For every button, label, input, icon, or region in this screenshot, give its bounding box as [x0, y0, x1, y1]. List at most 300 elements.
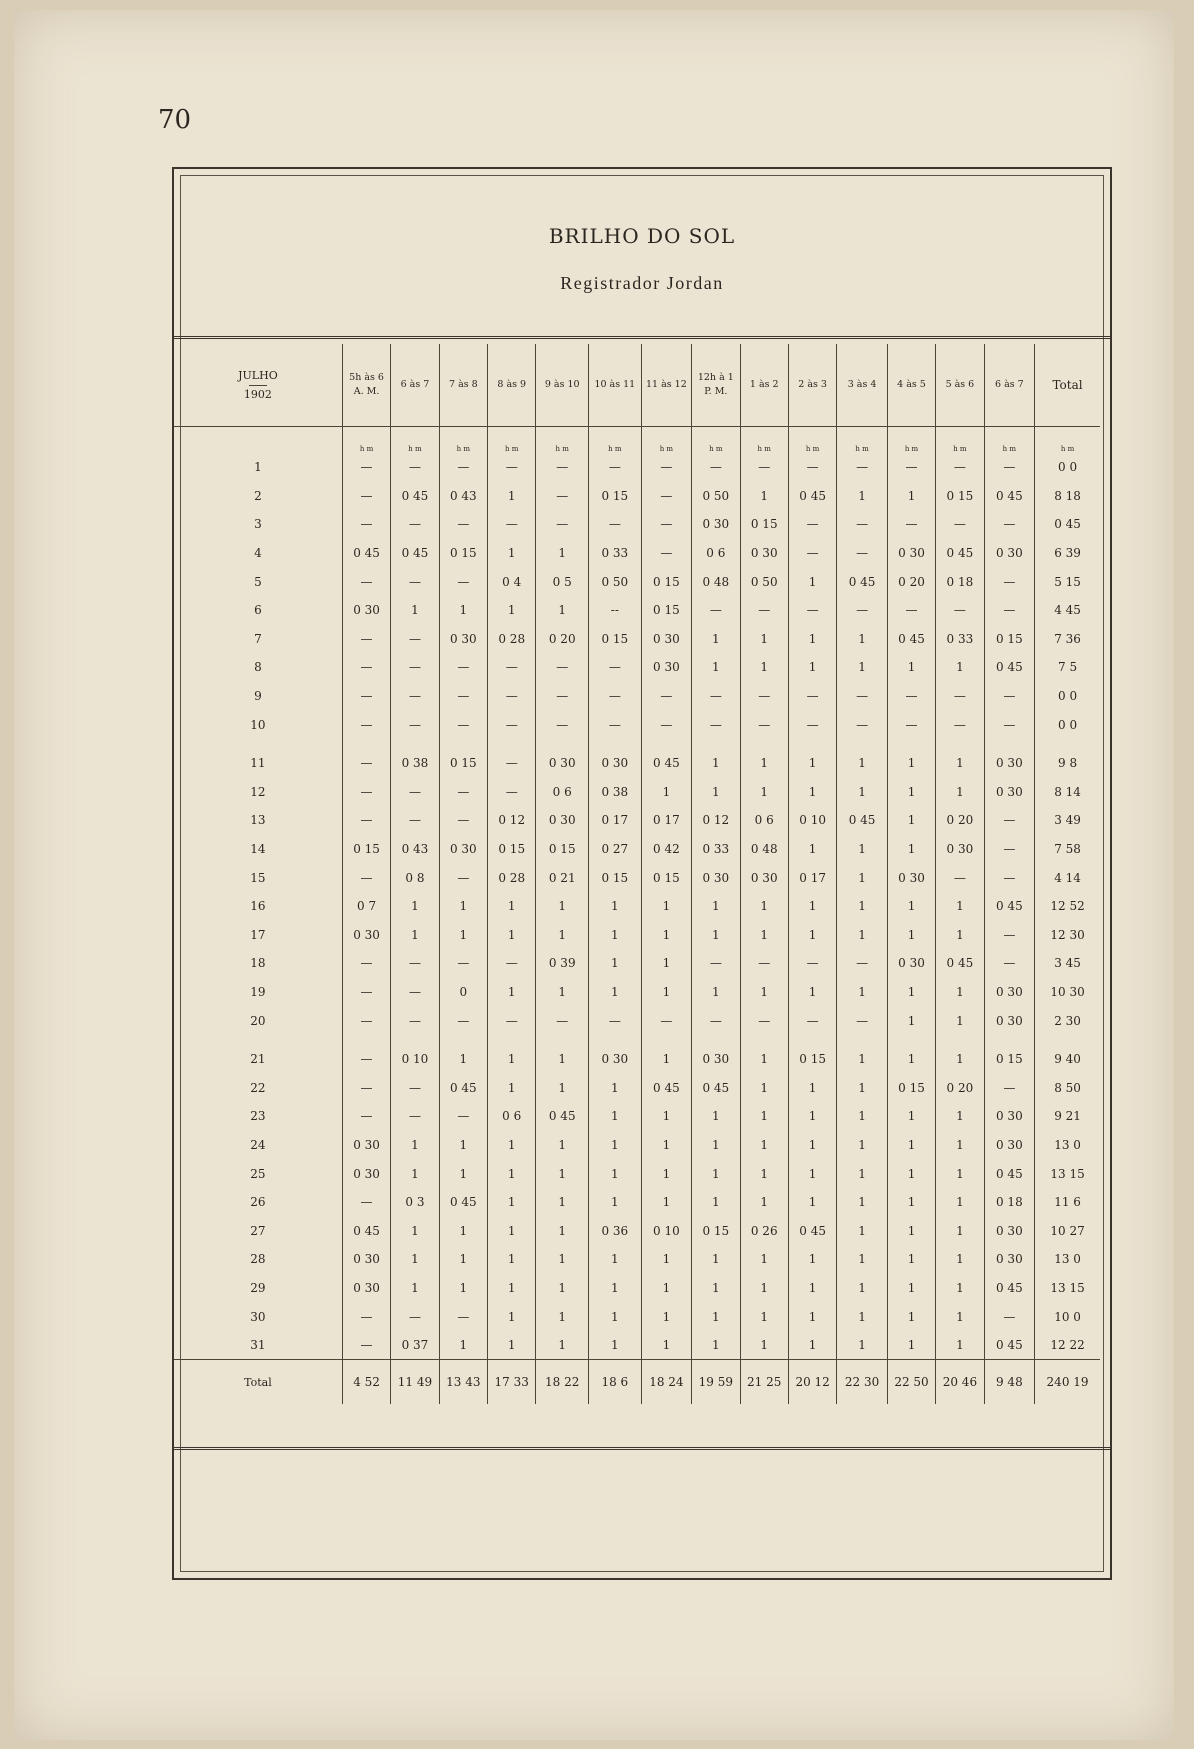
hour-cell: 1 — [788, 1131, 836, 1160]
hour-cell: 1 — [936, 1274, 984, 1303]
hour-cell: — — [740, 453, 788, 482]
hour-cell: 1 — [536, 1131, 589, 1160]
hour-cell: 0 8 — [391, 863, 439, 892]
hour-cell: 1 — [837, 749, 888, 778]
hour-cell: 0 30 — [984, 1216, 1035, 1245]
table-row — [174, 1073, 1100, 1102]
hour-cell: 0 30 — [692, 510, 740, 539]
hour-cell: 1 — [887, 892, 935, 921]
hour-cell: 0 17 — [641, 806, 692, 835]
totals-row — [174, 1360, 1100, 1405]
hour-cell: 1 — [439, 1216, 487, 1245]
hour-cell: 0 30 — [984, 749, 1035, 778]
hour-cell: 0 45 — [837, 567, 888, 596]
day-cell: 21 — [250, 1052, 266, 1067]
column-header — [936, 344, 984, 427]
hour-cell: 1 — [692, 1188, 740, 1217]
hour-cell: — — [536, 1006, 589, 1035]
row-total-cell: 10 0 — [1035, 1302, 1100, 1331]
column-total-cell: 20 12 — [788, 1360, 836, 1405]
day-cell: 10 — [250, 717, 266, 732]
hour-cell: 1 — [536, 1274, 589, 1303]
hour-cell: 1 — [887, 1302, 935, 1331]
hour-cell: — — [342, 567, 390, 596]
column-header — [887, 344, 935, 427]
hour-cell: 1 — [641, 892, 692, 921]
hour-cell: 1 — [488, 892, 536, 921]
hour-cell: — — [342, 1302, 390, 1331]
hour-cell: 0 15 — [589, 482, 642, 511]
hour-cell: 0 45 — [641, 1073, 692, 1102]
hour-cell: 1 — [391, 1274, 439, 1303]
hour-cell: 1 — [589, 1188, 642, 1217]
hour-cell: 1 — [887, 978, 935, 1007]
table-row — [174, 1006, 1100, 1035]
hour-cell: — — [391, 778, 439, 807]
hour-cell: — — [641, 682, 692, 711]
hour-cell: 1 — [488, 1274, 536, 1303]
hour-cell: 0 30 — [342, 921, 390, 950]
hour-cell: 1 — [488, 1331, 536, 1360]
hour-cell: 1 — [837, 863, 888, 892]
hour-cell: 0 30 — [740, 863, 788, 892]
hour-cell: — — [391, 710, 439, 739]
hour-cell: — — [342, 482, 390, 511]
column-header-label: 12h à 1 — [697, 372, 734, 383]
unit-label: h m — [887, 427, 935, 454]
hour-cell: — — [589, 682, 642, 711]
column-header — [342, 344, 390, 427]
hour-cell: 0 30 — [342, 1245, 390, 1274]
hour-cell: — — [488, 778, 536, 807]
hour-cell: 0 45 — [439, 1073, 487, 1102]
hour-cell: 1 — [837, 978, 888, 1007]
row-total-cell: 13 0 — [1035, 1245, 1100, 1274]
hour-cell: 0 6 — [692, 539, 740, 568]
hour-cell: — — [488, 453, 536, 482]
hour-cell: 1 — [641, 1245, 692, 1274]
hour-cell: — — [391, 682, 439, 711]
column-header — [837, 344, 888, 427]
hour-cell: — — [936, 453, 984, 482]
hour-cell: — — [936, 596, 984, 625]
hour-cell: 0 12 — [488, 806, 536, 835]
hour-cell: 1 — [488, 1045, 536, 1074]
hour-cell: — — [788, 682, 836, 711]
day-cell: 1 — [254, 460, 262, 475]
hour-cell: 0 30 — [984, 1245, 1035, 1274]
row-total-cell: 8 14 — [1035, 778, 1100, 807]
hour-cell: — — [589, 453, 642, 482]
column-header — [488, 344, 536, 427]
hour-cell: — — [641, 510, 692, 539]
column-total-cell: 9 48 — [984, 1360, 1035, 1405]
hour-cell: — — [342, 978, 390, 1007]
hour-cell: 1 — [936, 978, 984, 1007]
hour-cell: — — [342, 682, 390, 711]
hour-cell: — — [488, 510, 536, 539]
table-row — [174, 1159, 1100, 1188]
hour-cell: — — [439, 510, 487, 539]
row-total-cell: 0 0 — [1035, 682, 1100, 711]
table-row — [174, 596, 1100, 625]
hour-cell: — — [488, 710, 536, 739]
hour-cell: 1 — [740, 1302, 788, 1331]
hour-cell: 0 48 — [692, 567, 740, 596]
hour-cell: 1 — [488, 1073, 536, 1102]
hour-cell: 0 15 — [342, 835, 390, 864]
hour-cell: — — [984, 510, 1035, 539]
hour-cell: 1 — [740, 1102, 788, 1131]
hour-cell: 1 — [887, 921, 935, 950]
hour-cell: 0 17 — [788, 863, 836, 892]
hour-cell: — — [837, 682, 888, 711]
hour-cell: 1 — [740, 1274, 788, 1303]
hour-cell: 1 — [536, 539, 589, 568]
column-total-cell: 17 33 — [488, 1360, 536, 1405]
hour-cell: — — [740, 949, 788, 978]
hour-cell: 0 45 — [936, 949, 984, 978]
table-row — [174, 949, 1100, 978]
hour-cell: 0 39 — [536, 949, 589, 978]
table-row — [174, 749, 1100, 778]
month-label: JULHO — [238, 368, 278, 382]
hour-cell: 0 30 — [641, 653, 692, 682]
hour-cell: 1 — [391, 892, 439, 921]
hour-cell: 1 — [391, 596, 439, 625]
hour-cell: 0 45 — [692, 1073, 740, 1102]
hour-cell: 1 — [740, 1331, 788, 1360]
table-row — [174, 453, 1100, 482]
row-total-cell: 8 50 — [1035, 1073, 1100, 1102]
hour-cell: 0 15 — [887, 1073, 935, 1102]
hour-cell: — — [740, 596, 788, 625]
hour-cell: 1 — [692, 1302, 740, 1331]
hour-cell: 1 — [439, 892, 487, 921]
hour-cell: — — [984, 1302, 1035, 1331]
hour-cell: 0 37 — [391, 1331, 439, 1360]
hour-cell: 1 — [788, 749, 836, 778]
table-subtitle: Registrador Jordan — [560, 273, 724, 293]
hour-cell: — — [536, 682, 589, 711]
hour-cell: 1 — [589, 921, 642, 950]
table-row — [174, 482, 1100, 511]
hour-cell: 1 — [740, 653, 788, 682]
unit-label: h m — [692, 427, 740, 454]
hour-cell: 0 15 — [641, 567, 692, 596]
table-row — [174, 653, 1100, 682]
hour-cell: 1 — [488, 921, 536, 950]
day-cell: 6 — [254, 603, 262, 618]
hour-cell: — — [342, 863, 390, 892]
totals-label: Total — [174, 1360, 342, 1405]
hour-cell: — — [391, 625, 439, 654]
column-header-label: 6 às 7 — [400, 379, 430, 390]
row-total-cell: 13 0 — [1035, 1131, 1100, 1160]
row-total-cell: 3 45 — [1035, 949, 1100, 978]
hour-cell: 1 — [887, 482, 935, 511]
table-row — [174, 1245, 1100, 1274]
hour-cell: — — [887, 710, 935, 739]
hour-cell: 1 — [641, 921, 692, 950]
day-cell: 18 — [250, 956, 266, 971]
day-cell: 19 — [250, 984, 266, 999]
hour-cell: 1 — [740, 625, 788, 654]
hour-cell: 1 — [788, 625, 836, 654]
hour-cell: 1 — [641, 978, 692, 1007]
hour-cell: 1 — [439, 1131, 487, 1160]
row-total-cell: 8 18 — [1035, 482, 1100, 511]
day-cell: 20 — [250, 1013, 266, 1028]
hour-cell: — — [342, 749, 390, 778]
hour-cell: 1 — [536, 921, 589, 950]
hour-cell: — — [887, 682, 935, 711]
column-total-cell: 13 43 — [439, 1360, 487, 1405]
hour-cell: 0 30 — [887, 949, 935, 978]
column-header-period: A. M. — [353, 386, 380, 397]
hour-cell: — — [692, 682, 740, 711]
column-header — [692, 344, 740, 427]
column-header — [439, 344, 487, 427]
hour-cell: 1 — [692, 625, 740, 654]
hour-cell: 1 — [589, 949, 642, 978]
hour-cell: 0 6 — [740, 806, 788, 835]
column-header-label: 5 às 6 — [945, 379, 975, 390]
hour-cell: — — [536, 453, 589, 482]
hour-cell: 0 27 — [589, 835, 642, 864]
table-row — [174, 863, 1100, 892]
hour-cell: — — [439, 778, 487, 807]
hour-cell: 1 — [837, 1302, 888, 1331]
hour-cell: 1 — [837, 653, 888, 682]
hour-cell: 1 — [641, 1331, 692, 1360]
column-header-label: 2 às 3 — [798, 379, 827, 390]
day-cell: 17 — [250, 927, 266, 942]
hour-cell: — — [984, 682, 1035, 711]
day-cell: 5 — [254, 574, 262, 589]
row-total-cell: 9 40 — [1035, 1045, 1100, 1074]
day-cell: 27 — [250, 1223, 266, 1238]
table-row — [174, 778, 1100, 807]
hour-cell: 1 — [887, 1216, 935, 1245]
hour-cell: 1 — [936, 653, 984, 682]
unit-label: h m — [641, 427, 692, 454]
row-total-cell: 10 27 — [1035, 1216, 1100, 1245]
hour-cell: — — [391, 1073, 439, 1102]
table-row — [174, 835, 1100, 864]
hour-cell: 0 50 — [740, 567, 788, 596]
hour-cell: 1 — [488, 1131, 536, 1160]
column-header-period: P. M. — [704, 386, 728, 397]
hour-cell: 1 — [788, 1073, 836, 1102]
month-separator — [249, 385, 267, 386]
column-header-label: Total — [1052, 378, 1083, 392]
hour-cell: — — [589, 510, 642, 539]
table-row — [174, 710, 1100, 739]
hour-cell: 0 15 — [488, 835, 536, 864]
hour-cell: — — [439, 453, 487, 482]
hour-cell: 1 — [936, 1159, 984, 1188]
hour-cell: — — [936, 710, 984, 739]
hour-cell: 1 — [589, 1274, 642, 1303]
hour-cell: 1 — [589, 1131, 642, 1160]
hour-cell: 1 — [837, 1331, 888, 1360]
row-total-cell: 12 52 — [1035, 892, 1100, 921]
hour-cell: — — [984, 710, 1035, 739]
hour-cell: 1 — [692, 1102, 740, 1131]
hour-cell: 0 30 — [984, 778, 1035, 807]
hour-cell: 1 — [536, 1045, 589, 1074]
hour-cell: 0 30 — [589, 749, 642, 778]
hour-cell: — — [641, 710, 692, 739]
hour-cell: 0 45 — [342, 1216, 390, 1245]
hour-cell: 0 30 — [342, 1274, 390, 1303]
hour-cell: — — [984, 949, 1035, 978]
hour-cell: 1 — [887, 749, 935, 778]
table-row — [174, 892, 1100, 921]
hour-cell: — — [342, 1073, 390, 1102]
hour-cell: — — [641, 453, 692, 482]
column-total-cell: 18 22 — [536, 1360, 589, 1405]
hour-cell: 1 — [837, 1102, 888, 1131]
hour-cell: — — [488, 949, 536, 978]
hour-cell: 0 15 — [641, 863, 692, 892]
hour-cell: — — [439, 949, 487, 978]
hour-cell: 0 45 — [837, 806, 888, 835]
header-row — [174, 344, 1100, 427]
hour-cell: — — [837, 453, 888, 482]
hour-cell: 1 — [488, 1159, 536, 1188]
hour-cell: — — [837, 1006, 888, 1035]
column-header — [740, 344, 788, 427]
hour-cell: 1 — [887, 835, 935, 864]
row-gap — [174, 739, 1100, 749]
hour-cell: — — [837, 949, 888, 978]
hour-cell: 1 — [887, 1159, 935, 1188]
hour-cell: — — [692, 1006, 740, 1035]
hour-cell: — — [391, 510, 439, 539]
hour-cell: 1 — [887, 1245, 935, 1274]
table-row — [174, 682, 1100, 711]
hour-cell: — — [984, 567, 1035, 596]
hour-cell: 0 43 — [391, 835, 439, 864]
hour-cell: 0 30 — [589, 1045, 642, 1074]
hour-cell: — — [439, 1102, 487, 1131]
hour-cell: 0 15 — [788, 1045, 836, 1074]
hour-cell: 1 — [837, 892, 888, 921]
hour-cell: — — [692, 710, 740, 739]
row-total-cell: 13 15 — [1035, 1159, 1100, 1188]
header-rule — [174, 336, 1110, 339]
column-header — [1035, 344, 1100, 427]
hour-cell: 1 — [788, 1188, 836, 1217]
hour-cell: 0 6 — [488, 1102, 536, 1131]
hour-cell: 0 45 — [936, 539, 984, 568]
hour-cell: 0 42 — [641, 835, 692, 864]
hour-cell: 1 — [788, 1302, 836, 1331]
hour-cell: 1 — [536, 596, 589, 625]
hour-cell: — — [439, 1006, 487, 1035]
hour-cell: 1 — [641, 778, 692, 807]
units-row — [174, 427, 1100, 454]
column-total-cell: 22 30 — [837, 1360, 888, 1405]
hour-cell: 0 45 — [887, 625, 935, 654]
hour-cell: 0 3 — [391, 1188, 439, 1217]
hour-cell: 1 — [391, 1131, 439, 1160]
hour-cell: 1 — [439, 921, 487, 950]
hour-cell: 0 20 — [936, 806, 984, 835]
hour-cell: — — [391, 806, 439, 835]
unit-label: h m — [488, 427, 536, 454]
hour-cell: 1 — [837, 625, 888, 654]
hour-cell: 1 — [740, 749, 788, 778]
hour-cell: 0 17 — [589, 806, 642, 835]
hour-cell: 0 30 — [984, 978, 1035, 1007]
column-header — [641, 344, 692, 427]
hour-cell: 0 15 — [936, 482, 984, 511]
hour-cell: 0 33 — [692, 835, 740, 864]
hour-cell: — — [342, 710, 390, 739]
hour-cell: 1 — [788, 921, 836, 950]
hour-cell: 1 — [536, 1331, 589, 1360]
hour-cell: 1 — [740, 1045, 788, 1074]
hour-cell: 1 — [740, 1159, 788, 1188]
hour-cell: 1 — [488, 978, 536, 1007]
hour-cell: — — [740, 1006, 788, 1035]
hour-cell: — — [887, 596, 935, 625]
hour-cell: 1 — [837, 1188, 888, 1217]
row-total-cell: 9 21 — [1035, 1102, 1100, 1131]
day-cell: 3 — [254, 517, 262, 532]
hour-cell: 1 — [488, 482, 536, 511]
hour-cell: — — [984, 453, 1035, 482]
column-total-cell: 21 25 — [740, 1360, 788, 1405]
hour-cell: — — [936, 682, 984, 711]
hour-cell: 1 — [439, 1331, 487, 1360]
column-header-label: 8 às 9 — [497, 379, 527, 390]
hour-cell: — — [342, 1102, 390, 1131]
hour-cell: 1 — [641, 1159, 692, 1188]
hour-cell: 0 28 — [488, 863, 536, 892]
table-body — [174, 427, 1100, 1405]
hour-cell: 0 15 — [984, 625, 1035, 654]
hour-cell: 1 — [589, 1073, 642, 1102]
hour-cell: 0 48 — [740, 835, 788, 864]
hour-cell: — — [984, 921, 1035, 950]
row-total-cell: 4 14 — [1035, 863, 1100, 892]
hour-cell: — — [641, 482, 692, 511]
hour-cell: 1 — [740, 482, 788, 511]
row-gap — [174, 1035, 1100, 1045]
unit-label: h m — [936, 427, 984, 454]
hour-cell: 1 — [936, 1102, 984, 1131]
table-row — [174, 567, 1100, 596]
hour-cell: 1 — [692, 1331, 740, 1360]
footer-rule — [174, 1447, 1110, 1450]
table-row — [174, 625, 1100, 654]
hour-cell: — — [391, 1006, 439, 1035]
hour-cell: 1 — [740, 1073, 788, 1102]
hour-cell: — — [342, 1331, 390, 1360]
hour-cell: 0 30 — [342, 596, 390, 625]
day-cell: 13 — [250, 813, 266, 828]
hour-cell: 1 — [536, 1159, 589, 1188]
day-cell: 25 — [250, 1166, 266, 1181]
hour-cell: 0 15 — [439, 539, 487, 568]
column-header — [536, 344, 589, 427]
hour-cell: 1 — [837, 1216, 888, 1245]
hour-cell: 1 — [589, 978, 642, 1007]
